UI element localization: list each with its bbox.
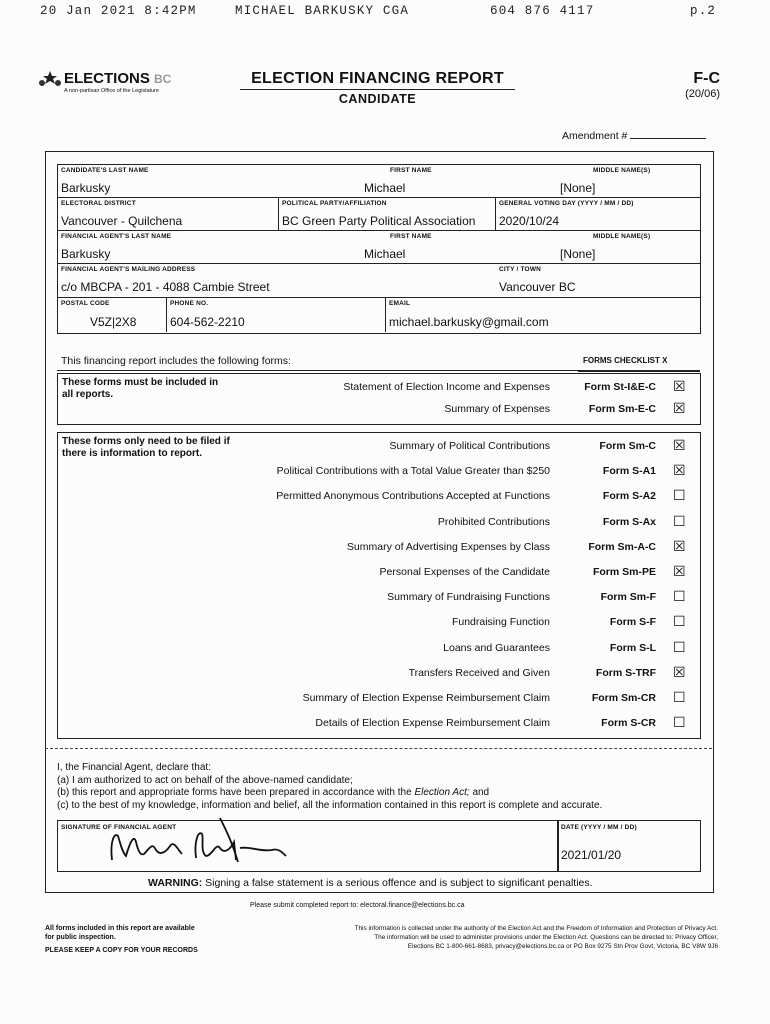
form-id: F-C xyxy=(693,70,720,87)
candidate-last-name-label: CANDIDATE'S LAST NAME xyxy=(61,167,149,174)
form-row-label: Summary of Election Expense Reimbursement Claim xyxy=(302,692,550,704)
fax-date: 20 Jan 2021 8:42PM xyxy=(40,4,197,18)
form-row-label: Loans and Guarantees xyxy=(443,641,550,654)
agent-first-name[interactable]: Michael xyxy=(364,247,406,261)
privacy-notice: This information is collected under the authority of the Election Act and the Freedom of Information and Protection of Privacy Act. The information will be used to administer provisions under the Election Act. Questions can be directed to: Privacy Officer, Elections BC 1-800-661-8683, privacy@elections.bc.ca or PO Box 9275 Stn Prov Govt, Victoria, BC V8W 9J6 xyxy=(354,925,718,950)
forms-intro: This financing report includes the following forms: xyxy=(61,355,291,367)
candidate-middle-name-label: MIDDLE NAME(S) xyxy=(593,167,651,174)
form-row-code: Form S-L xyxy=(609,641,656,654)
form-checkbox[interactable]: ☐ xyxy=(673,714,686,731)
form-row-code: Form S-F xyxy=(609,616,656,629)
voting-day-label: GENERAL VOTING DAY (YYYY / MM / DD) xyxy=(499,200,634,207)
form-row-label: Personal Expenses of the Candidate xyxy=(379,566,550,578)
form-checkbox[interactable]: ☒ xyxy=(673,663,686,680)
submit-note: Please submit completed report to: electoral.finance@elections.bc.ca xyxy=(250,902,465,909)
district-label: ELECTORAL DISTRICT xyxy=(61,200,136,207)
logo-name: ELECTIONS xyxy=(64,70,150,87)
logo-suffix: BC xyxy=(154,72,172,86)
declaration-date[interactable]: 2021/01/20 xyxy=(561,848,622,862)
voting-day[interactable]: 2020/10/24 xyxy=(499,214,560,228)
form-checkbox[interactable]: ☐ xyxy=(673,638,686,655)
report-subtitle: CANDIDATE xyxy=(338,92,417,106)
form-checkbox[interactable]: ☐ xyxy=(673,512,686,529)
form-row-code: Form St-I&E-C xyxy=(584,381,656,393)
agent-email[interactable]: michael.barkusky@gmail.com xyxy=(389,315,549,329)
form-row-label: Permitted Anonymous Contributions Accepted at Functions xyxy=(276,490,550,503)
form-checkbox[interactable]: ☒ xyxy=(673,400,686,416)
declaration-intro: I, the Financial Agent, declare that: xyxy=(57,762,211,773)
form-version: (20/06) xyxy=(685,88,720,100)
fax-sender: MICHAEL BARKUSKY CGA xyxy=(235,4,410,18)
amendment-label: Amendment # xyxy=(562,130,628,142)
email-label: EMAIL xyxy=(389,300,411,307)
agent-address-label: FINANCIAL AGENT'S MAILING ADDRESS xyxy=(61,266,196,273)
form-row-label: Summary of Political Contributions xyxy=(389,440,550,452)
agent-last-name[interactable]: Barkusky xyxy=(61,247,111,261)
amendment-field[interactable] xyxy=(562,130,706,142)
form-row-code: Form S-A1 xyxy=(602,465,656,478)
electoral-district[interactable]: Vancouver - Quilchena xyxy=(61,214,183,228)
candidate-middle-name[interactable]: [None] xyxy=(560,181,596,195)
declaration-line-b: (b) this report and appropriate forms have been prepared in accordance with the Election Act; and xyxy=(57,787,490,798)
form-row-label: Fundraising Function xyxy=(451,616,550,629)
city-label: CITY / TOWN xyxy=(499,266,542,273)
declaration-text xyxy=(57,762,707,812)
form-checkbox[interactable]: ☐ xyxy=(673,588,686,605)
form-checkbox[interactable]: ☒ xyxy=(673,537,686,554)
form-checkbox[interactable]: ☒ xyxy=(673,563,686,579)
form-row-code: Form S-TRF xyxy=(595,666,656,679)
declaration-line-a: (a) I am authorized to act on behalf of the above-named candidate; xyxy=(57,774,353,786)
date-label: DATE (YYYY / MM / DD) xyxy=(561,824,637,831)
form-row-code: Form Sm-E-C xyxy=(588,403,656,415)
report-title: ELECTION FINANCING REPORT xyxy=(240,70,515,90)
form-checkbox[interactable]: ☐ xyxy=(673,487,686,504)
form-row-code: Form Sm-C xyxy=(599,440,656,452)
required-note: These forms must be included in all reports. xyxy=(62,377,219,400)
form-row-code: Form S-Ax xyxy=(602,515,656,528)
form-row-code: Form Sm-CR xyxy=(591,692,656,704)
postal-code[interactable]: V5Z|2X8 xyxy=(90,315,137,329)
logo-tagline: A non-partisan Office of the Legislature xyxy=(64,88,159,94)
party-affiliation[interactable]: BC Green Party Political Association xyxy=(282,214,476,228)
agent-last-name-label: FINANCIAL AGENT'S LAST NAME xyxy=(61,233,172,240)
candidate-last-name[interactable]: Barkusky xyxy=(61,181,111,195)
form-row-code: Form Sm-A-C xyxy=(588,540,656,553)
agent-address[interactable]: c/o MBCPA - 201 - 4088 Cambie Street xyxy=(61,280,270,294)
form-row-code: Form S-A2 xyxy=(602,490,656,503)
form-checkbox[interactable]: ☐ xyxy=(673,689,686,705)
form-row-label: Summary of Expenses xyxy=(444,403,550,415)
phone-label: PHONE NO. xyxy=(170,300,209,307)
warning-text: WARNING: Signing a false statement is a serious offence and is subject to significant penalties. xyxy=(148,877,593,889)
form-row-code: Form Sm-PE xyxy=(592,566,656,578)
postal-code-label: POSTAL CODE xyxy=(61,300,110,307)
form-row-label: Statement of Election Income and Expenses xyxy=(343,381,550,393)
form-row-label: Prohibited Contributions xyxy=(437,515,550,528)
form-row-code: Form Sm-F xyxy=(600,591,656,604)
fax-phone: 604 876 4117 xyxy=(490,4,595,18)
form-row-label: Summary of Advertising Expenses by Class xyxy=(346,540,550,553)
form-checkbox[interactable]: ☐ xyxy=(673,613,686,630)
signature-image xyxy=(100,812,300,872)
keep-copy-note: PLEASE KEEP A COPY FOR YOUR RECORDS xyxy=(45,947,198,954)
party-label: POLITICAL PARTY/AFFILIATION xyxy=(282,200,387,207)
candidate-first-name-label: FIRST NAME xyxy=(390,167,432,174)
signature-label: SIGNATURE OF FINANCIAL AGENT xyxy=(61,824,177,831)
public-inspection-note: All forms included in this report are available for public inspection. xyxy=(45,925,195,941)
form-row-label: Political Contributions with a Total Value Greater than $250 xyxy=(276,465,550,478)
declaration-line-c: (c) to the best of my knowledge, information and belief, all the information contained in this report is complete and accurate. xyxy=(57,799,603,811)
form-checkbox[interactable]: ☒ xyxy=(673,437,686,453)
form-row-label: Transfers Received and Given xyxy=(408,666,550,679)
agent-city[interactable]: Vancouver BC xyxy=(499,280,576,294)
agent-middle-name-label: MIDDLE NAME(S) xyxy=(593,233,651,240)
form-row-label: Details of Election Expense Reimbursement Claim xyxy=(315,717,550,730)
agent-first-name-label: FIRST NAME xyxy=(390,233,432,240)
agent-middle-name[interactable]: [None] xyxy=(560,247,596,261)
form-row-code: Form S-CR xyxy=(601,717,656,730)
fax-page: p.2 xyxy=(690,4,717,18)
forms-checklist-label: FORMS CHECKLIST X xyxy=(583,356,668,365)
candidate-first-name[interactable]: Michael xyxy=(364,181,406,195)
form-checkbox[interactable]: ☒ xyxy=(673,462,686,479)
logo-mark-icon xyxy=(38,70,62,88)
form-checkbox[interactable]: ☒ xyxy=(673,378,686,394)
form-row-label: Summary of Fundraising Functions xyxy=(387,591,550,604)
optional-note: These forms only need to be filed if there is information to report. xyxy=(62,436,230,459)
agent-phone[interactable]: 604-562-2210 xyxy=(170,315,245,329)
